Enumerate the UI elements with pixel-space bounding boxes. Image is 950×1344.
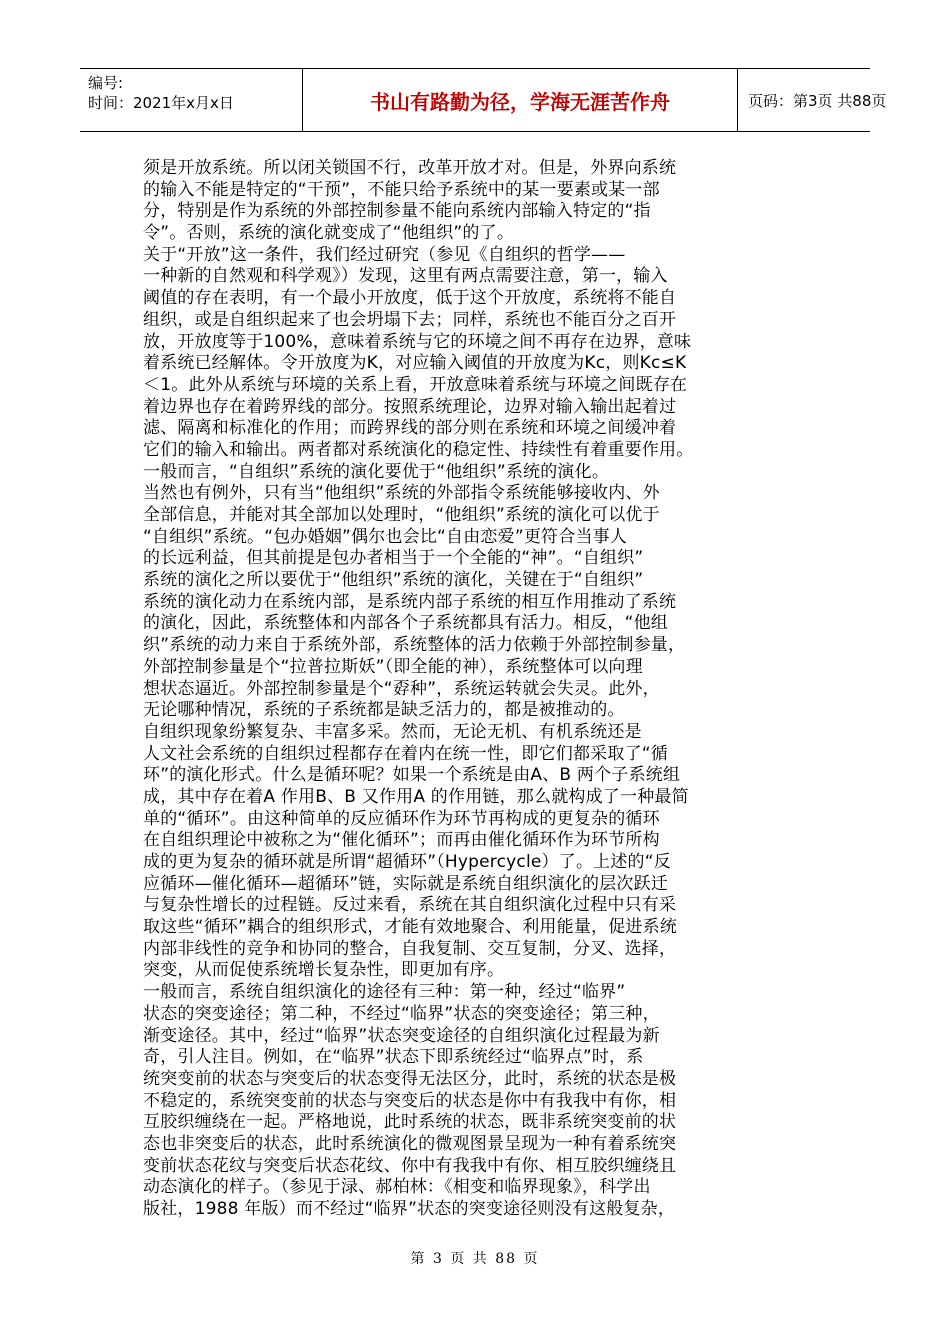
header-page-label: 页码：第3页 共88页 — [748, 91, 887, 110]
body-text-line: 互胶织缠绕在一起。严格地说，此时系统的状态，既非系统突变前的状 — [143, 1112, 677, 1133]
page-footer: 第 3 页 共 88 页 — [410, 1251, 540, 1267]
body-text-line: 想状态逼近。外部控制参量是个“孬种”，系统运转就会失灵。此外， — [143, 678, 660, 699]
body-text-line: 渐变途径。其中，经过“临界”状态突变途径的自组织演化过程最为新 — [143, 1025, 660, 1046]
body-text-line: 令”。否则，系统的演化就变成了“他组织”的了。 — [143, 223, 515, 244]
body-text-line: 与复杂性增长的过程链。反过来看，系统在其自组织演化过程中只有采 — [143, 895, 677, 916]
body-text-line: 成，其中存在着A 作用B、B 又作用A 的作用链，那么就构成了一种最简 — [143, 786, 689, 807]
body-text-line: 突变，从而促使系统增长复杂性，即更加有序。 — [143, 960, 505, 981]
document-body — [143, 158, 783, 1221]
body-text-line: 一般而言，“自组织”系统的演化要优于“他组织”系统的演化。 — [143, 461, 610, 482]
body-text-line: 一般而言，系统自组织演化的途径有三种：第一种，经过“临界” — [143, 982, 626, 1003]
header-meta — [88, 73, 234, 113]
body-text-line: 环”的演化形式。什么是循环呢？如果一个系统是由A、B 两个子系统组 — [143, 765, 681, 786]
body-text-line: 它们的输入和输出。两者都对系统演化的稳定性、持续性有着重要作用。 — [143, 439, 694, 460]
body-text-line: 成的更为复杂的循环就是所谓“超循环”（Hypercycle）了。上述的“反 — [143, 852, 671, 872]
body-text-line: 态也非突变后的状态，此时系统演化的微观图景呈现为一种有着系统突 — [143, 1133, 677, 1154]
body-text-line: 放，开放度等于100%，意味着系统与它的环境之间不再存在边界，意味 — [143, 331, 692, 352]
body-text-line: 织”系统的动力来自于系统外部，系统整体的活力依赖于外部控制参量， — [143, 635, 686, 656]
body-text-line: 全部信息，并能对其全部加以处理时，“他组织”系统的演化可以优于 — [143, 505, 660, 525]
body-text-line: 动态演化的样子。（参见于渌、郝柏林：《相变和临界现象》，科学出 — [143, 1177, 651, 1198]
body-text-line: 的输入不能是特定的“干预”，不能只给予系统中的某一要素或某一部 — [143, 179, 660, 200]
body-text-line: 自组织现象纷繁复杂、丰富多采。然而，无论无机、有机系统还是 — [143, 721, 642, 742]
body-text-line: 着系统已经解体。令开放度为K，对应输入阈值的开放度为Kc，则Kc≤K — [143, 353, 687, 374]
body-text-line: 分，特别是作为系统的外部控制参量不能向系统内部输入特定的“指 — [143, 201, 651, 222]
body-text-line: 的演化，因此，系统整体和内部各个子系统都具有活力。相反，“他组 — [143, 613, 669, 634]
body-text-line: 滤、隔离和标准化的作用；而跨界线的部分则在系统和环境之间缓冲着 — [143, 418, 677, 439]
body-text-line: 单的“循环”。由这种简单的反应循环作为环节再构成的更复杂的循环 — [143, 808, 660, 829]
body-text-line: 一种新的自然观和科学观》）发现，这里有两点需要注意，第一，输入 — [143, 266, 668, 287]
body-text-line: 系统的演化动力在系统内部，是系统内部子系统的相互作用推动了系统 — [143, 591, 677, 612]
body-text-line: 版社，1988 年版）而不经过“临界”状态的突变途径则没有这般复杂， — [143, 1199, 676, 1219]
body-text-line: 系统的演化之所以要优于“他组织”系统的演化，关键在于“自组织” — [143, 570, 644, 591]
body-text-line: 取这些“循环”耦合的组织形式，才能有效地聚合、利用能量，促进系统 — [143, 917, 678, 938]
body-text-line: 奇，引人注目。例如，在“临界”状态下即系统经过“临界点”时，系 — [143, 1047, 644, 1068]
body-text-line: 无论哪种情况，系统的子系统都是缺乏活力的，都是被推动的。 — [143, 700, 625, 721]
body-text-line: 当然也有例外，只有当“他组织”系统的外部指令系统能够接收内、外 — [143, 483, 660, 504]
body-text-line: 内部非线性的竞争和协同的整合，自我复制、交互复制，分叉、选择， — [143, 938, 677, 959]
body-text-line: ＜1。此外从系统与环境的关系上看，开放意味着系统与环境之间既存在 — [143, 374, 688, 395]
body-text-line: 状态的突变途径；第二种，不经过“临界”状态的突变途径；第三种， — [143, 1003, 660, 1024]
body-text-line: 阈值的存在表明，有一个最小开放度，低于这个开放度，系统将不能自 — [143, 288, 677, 309]
body-text-line: 应循环—催化循环—超循环”链，实际就是系统自组织演化的层次跃迁 — [143, 873, 669, 894]
page-header — [80, 68, 887, 132]
body-text-line: 须是开放系统。所以闭关锁国不行，改革开放才对。但是，外界向系统 — [143, 158, 677, 178]
body-text-line: 在自组织理论中被称之为“催化循环”；而再由催化循环作为环节所构 — [143, 830, 660, 851]
body-text-line: 人文社会系统的自组织过程都存在着内在统一性，即它们都采取了“循 — [143, 743, 669, 764]
body-text-line: 组织，或是自组织起来了也会坍塌下去；同样，系统也不能百分之百开 — [143, 309, 677, 330]
body-text-line: 变前状态花纹与突变后状态花纹、你中有我我中有你、相互胶织缠绕且 — [143, 1155, 677, 1176]
body-text-line: 外部控制参量是个“拉普拉斯妖”（即全能的神），系统整体可以向理 — [143, 656, 643, 677]
body-text-line: “自组织”系统。“包办婚姻”偶尔也会比“自由恋爱”更符合当事人 — [143, 526, 628, 547]
body-text-line: 统突变前的状态与突变后的状态变得无法区分，此时，系统的状态是极 — [143, 1068, 677, 1089]
body-text-line: 不稳定的，系统突变前的状态与突变后的状态是你中有我我中有你，相 — [143, 1090, 677, 1111]
body-text-line: 着边界也存在着跨界线的部分。按照系统理论，边界对输入输出起着过 — [143, 396, 677, 417]
header-motto: 书山有路勤为径，学海无涯苦作舟 — [302, 69, 738, 131]
header-time-label: 时间：2021年x月x日 — [88, 94, 234, 112]
header-number-label: 编号: — [88, 74, 124, 92]
body-text-line: 的长远利益，但其前提是包办者相当于一个全能的“神”。“自组织” — [143, 548, 644, 569]
body-text-line: 关于“开放”这一条件，我们经过研究（参见《自组织的哲学—— — [143, 244, 626, 265]
